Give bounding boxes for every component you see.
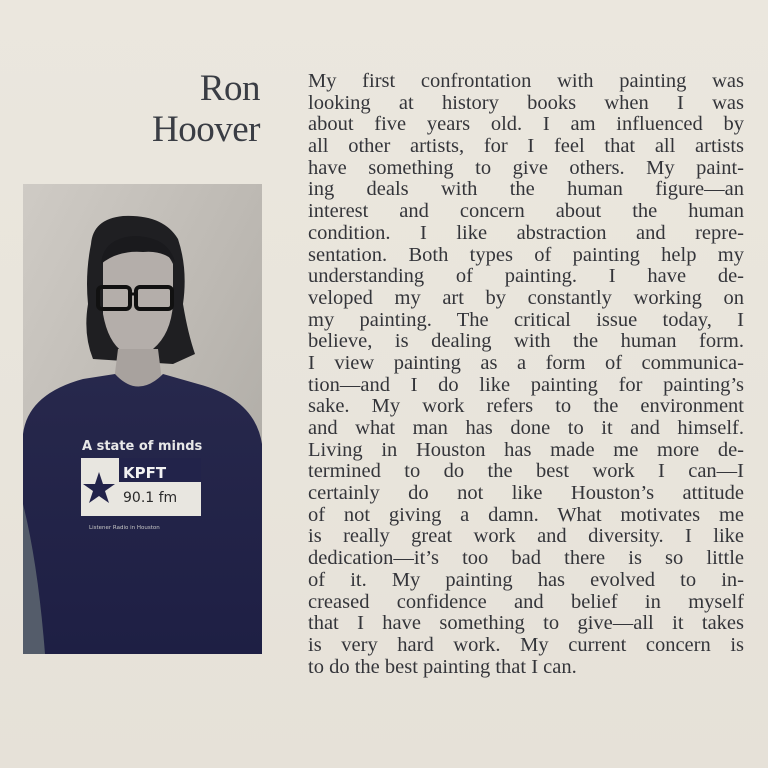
- statement-line: interest and concern about the human: [308, 200, 744, 223]
- statement-line: of not giving a damn. What motivates me: [308, 503, 744, 526]
- statement-line: ing deals with the human figure—an: [308, 178, 744, 201]
- statement-line: understanding of painting. I have de-: [308, 265, 744, 288]
- statement-line: believe, is dealing with the human form.: [308, 330, 744, 353]
- statement-line: about five years old. I am influenced by: [308, 113, 744, 136]
- statement-line: tion—and I do like painting for painting’s: [308, 373, 744, 396]
- svg-text:KPFT: KPFT: [123, 464, 167, 482]
- statement-line: of it. My painting has evolved to in-: [308, 568, 744, 591]
- statement-line: creased confidence and belief in myself: [308, 590, 744, 613]
- statement-line: my painting. The critical issue today, I: [308, 308, 744, 331]
- statement-line: I view painting as a form of communica-: [308, 351, 744, 374]
- svg-text:A state of minds: A state of minds: [82, 439, 203, 454]
- statement-line: dedication—it’s too bad there is so little: [308, 547, 744, 570]
- statement-line: and what man has done to it and himself.: [308, 417, 744, 439]
- statement-line: termined to do the best work I can—I: [308, 460, 744, 483]
- statement-line: My first confrontation with painting was: [308, 70, 744, 92]
- statement-line: sentation. Both types of painting help my: [308, 243, 744, 266]
- statement-line: veloped my art by constantly working on: [308, 286, 744, 309]
- statement-line: that I have something to give—all it takes: [308, 612, 744, 635]
- artist-first-name: Ron: [199, 68, 260, 109]
- statement-line: sake. My work refers to the environment: [308, 395, 744, 418]
- artist-name-heading: [152, 68, 260, 150]
- statement-line: looking at history books when I was: [308, 91, 744, 114]
- svg-text:90.1 fm: 90.1 fm: [123, 490, 178, 506]
- statement-line: have something to give others. My paint-: [308, 156, 744, 179]
- artist-last-name: Hoover: [152, 109, 260, 150]
- statement-line: to do the best painting that I can.: [308, 655, 577, 678]
- artist-statement: [308, 71, 744, 678]
- statement-line: all other artists, for I feel that all artists: [308, 135, 744, 158]
- artist-portrait-photo: [23, 184, 262, 654]
- statement-line: certainly do not like Houston’s attitude: [308, 482, 744, 505]
- statement-line: Living in Houston has made me more de-: [308, 438, 744, 461]
- statement-line: condition. I like abstraction and repre-: [308, 221, 744, 244]
- statement-line: is very hard work. My current concern is: [308, 633, 744, 656]
- svg-text:Listener Radio in Houston: Listener Radio in Houston: [89, 525, 160, 531]
- statement-line: is really great work and diversity. I like: [308, 525, 744, 548]
